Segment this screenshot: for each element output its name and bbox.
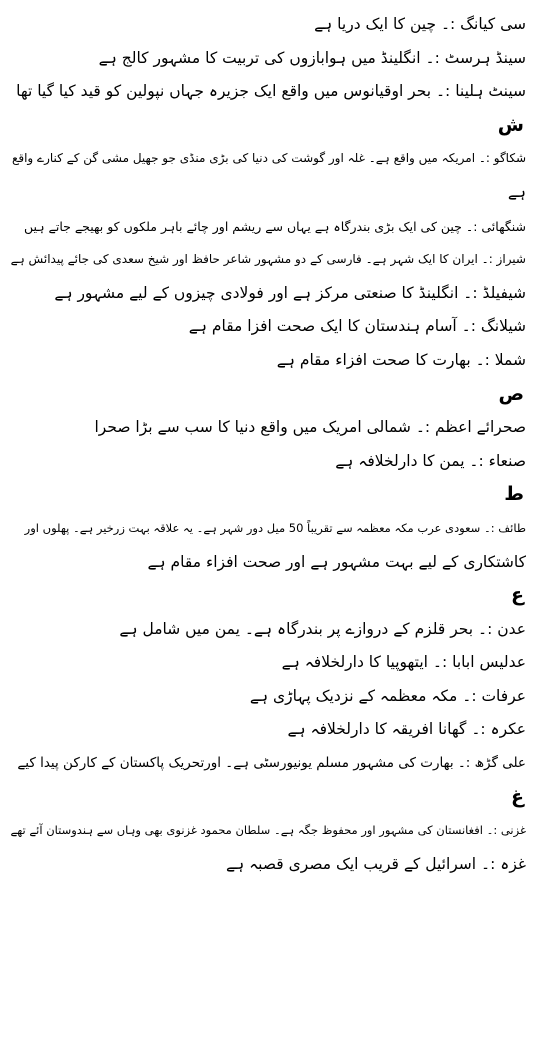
text-line: شملا :۔ بھارت کا صحت افزاء مقام ہے bbox=[276, 350, 526, 369]
text-line: عرفات :۔ مکہ معظمہ کے نزدیک پہاڑی ہے bbox=[249, 686, 526, 705]
text-line: سینٹ ہلینا :۔ بحر اوقیانوس میں واقع ایک جزیرہ جہاں نپولین کو قید کیا گیا تھا bbox=[16, 82, 526, 101]
text-line: شکاگو :۔ امریکہ میں واقع ہے۔ غلہ اور گوشت کی دنیا کی بڑی منڈی جو جھیل مشی گن کے کنارے واقع bbox=[11, 151, 526, 166]
text-line: عدلیس ابابا :۔ ایتھوپیا کا دارلخلافہ ہے bbox=[281, 653, 526, 672]
text-line: ہے bbox=[507, 182, 526, 201]
text-line: شیفیلڈ :۔ انگلینڈ کا صنعتی مرکز ہے اور فولادی چیزوں کے لیے مشہور ہے bbox=[54, 283, 526, 302]
section-heading: غ bbox=[511, 785, 524, 808]
text-line: شیلانگ :۔ آسام ہندستان کا ایک صحت افزا مقام ہے bbox=[188, 317, 526, 336]
section-heading: ص bbox=[498, 382, 524, 405]
text-line: صنعاء :۔ یمن کا دارلخلافہ ہے bbox=[335, 451, 526, 470]
text-line: طائف :۔ سعودی عرب مکہ معظمہ سے تقریباً 50 میل دور شہر ہے۔ یہ علاقہ بہت زرخیر ہے۔ پھلوں اور bbox=[24, 520, 526, 535]
text-line: علی گڑھ :۔ بھارت کی مشہور مسلم یونیورسٹی ہے۔ اورتحریک پاکستان کے کارکن پیدا کیے bbox=[17, 755, 526, 772]
section-heading: ش bbox=[497, 113, 524, 136]
text-line: عکرہ :۔ گھانا افریقہ کا دارلخلافہ ہے bbox=[287, 720, 526, 739]
text-line: کاشتکاری کے لیے بہت مشہور ہے اور صحت افزاء مقام ہے bbox=[147, 552, 526, 571]
section-heading: ط bbox=[504, 483, 524, 506]
text-line: سی کیانگ :۔ چین کا ایک دریا ہے bbox=[314, 15, 526, 33]
section-heading: ع bbox=[511, 584, 524, 607]
text-line: غزنی :۔ افغانستان کی مشہور اور محفوظ جگہ ہے۔ سلطان محمود غزنوی بھی وہاں سے ہندوستان آئے تھے bbox=[10, 823, 526, 838]
text-line: سینڈ ہرسٹ :۔ انگلینڈ میں ہوابازوں کی تربیت کا مشہور کالج ہے bbox=[98, 48, 526, 67]
text-line: غزہ :۔ اسرائیل کے قریب ایک مصری قصبہ ہے bbox=[226, 854, 526, 873]
text-line: عدن :۔ بحر قلزم کے دروازے پر بندرگاہ ہے۔ یمن میں شامل ہے bbox=[119, 619, 526, 638]
text-line: صحرائے اعظم :۔ شمالی امریک میں واقع دنیا کا سب سے بڑا صحرا bbox=[94, 418, 526, 437]
text-line: شیراز :۔ ایران کا ایک شہر ہے۔ فارسی کے دو مشہور شاعر حافظ اور شیخ سعدی کی جائے پیدائش ہے bbox=[10, 252, 526, 267]
text-line: شنگھائی :۔ چین کی ایک بڑی بندرگاہ ہے یہاں سے ریشم اور چائے باہر ملکوں کو بھیجے جاتے ہیں bbox=[23, 218, 526, 234]
